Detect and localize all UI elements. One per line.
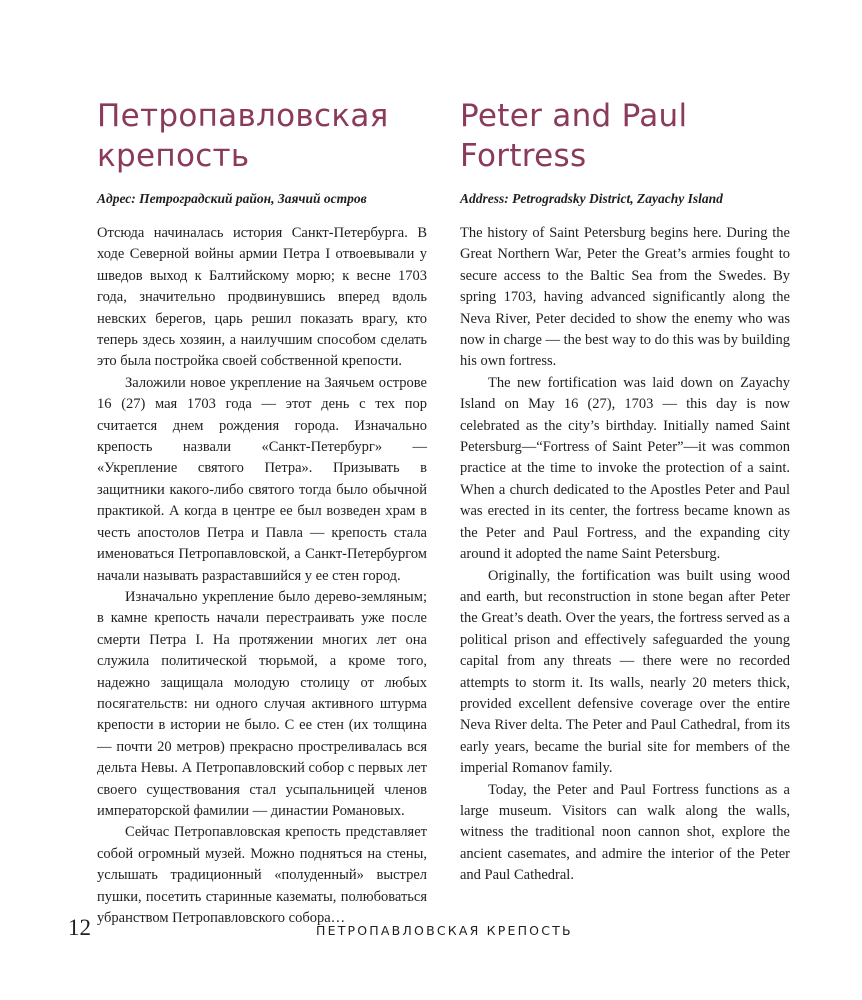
english-paragraph: Originally, the fortification was built using wood and earth, but reconstruction in stone began after Peter the Great’s death. Over the years, the fortress served as a political prison and effectively safeguarded the young capital from any threats — there were no recorded attempts to storm it. Its walls, nearly 20 meters thick, provided excellent defensive coverage over the entire Neva River delta. The Peter and Paul Cathedral, from its early years, became the burial site for members of the imperial Romanov family. xyxy=(460,567,790,777)
page-number: 12 xyxy=(68,915,91,940)
russian-title xyxy=(97,96,427,180)
english-title xyxy=(460,96,790,180)
english-column xyxy=(460,96,790,887)
english-body xyxy=(460,223,790,887)
russian-paragraph: Изначально укрепление было дерево-земляным; в камне крепость начали перестраивать уже после смерти Петра I. На протяжении многих лет она служила политической тюрьмой, а кроме того, надежно защищала молодую столицу от любых посягательств: ни одного случая активного штурма крепости в истории не было. С ее стен (их толщина — почти 20 метров) прекрасно простреливалась вся дельта Невы. А Петропавловский собор с первых лет своего существования стал усыпальницей членов императорской фамилии — династии Романовых. xyxy=(97,588,427,819)
english-paragraph: The new fortification was laid down on Zayachy Island on May 16 (27), 1703 — this day is now celebrated as the city’s birthday. Initially named Saint Petersburg—“Fortress of Saint Peter”—it was common practice at the time to invoke the protection of a saint. When a church dedicated to the Apostles Peter and Paul was erected in its center, the fortress became known as the Peter and Paul Fortress, and the expanding city around it adopted the name Saint Petersburg. xyxy=(460,374,790,563)
running-title: ПЕТРОПАВЛОВСКАЯ КРЕПОСТЬ xyxy=(316,923,573,938)
russian-title-line2: крепость xyxy=(97,138,250,174)
english-paragraph: The history of Saint Petersburg begins here. During the Great Northern War, Peter the Great’s armies fought to secure access to the Baltic Sea from the Swedes. By spring 1703, having advanced significantly along the Neva River, Peter decided to show the enemy who was now in charge — the best way to do this was by building his own fortress. xyxy=(460,225,790,370)
russian-title-line1: Петропавловская xyxy=(97,98,389,134)
russian-body xyxy=(97,223,427,929)
russian-paragraph: Сейчас Петропавловская крепость представляет собой огромный музей. Можно подняться на стены, услышать традиционный «полуденный» выстрел пушки, посетить старинные казематы, полюбоваться убранством Петропавловского собора… xyxy=(97,824,427,926)
russian-address: Адрес: Петроградский район, Заячий остров xyxy=(97,191,367,206)
english-address: Address: Petrogradsky District, Zayachy Island xyxy=(460,191,723,206)
russian-paragraph: Заложили новое укрепление на Заячьем острове 16 (27) мая 1703 года — этот день с тех пор считается днем рождения города. Изначально крепость назвали «Санкт-Петербург» — «Укрепление святого Петра». Призывать в защитники какого-либо святого тогда было обычной практикой. А когда в центре ее был возведен храм в честь апостолов Петра и Павла — крепость стала именоваться Петропавловской, а Санкт-Петербургом начали называть разраставшийся у ее стен город. xyxy=(97,374,427,584)
english-title-line2: Fortress xyxy=(460,138,587,174)
russian-paragraph: Отсюда начиналась история Санкт-Петербурга. В ходе Северной войны армии Петра I отвоевывали у шведов выход к Балтийскому морю; к весне 1703 года, значительно продвинувшись вперед вдоль невских берегов, царь решил показать врагу, кто теперь здесь хозяин, а наилучшим способом сделать это была постройка своей собственной крепости. xyxy=(97,225,427,370)
english-paragraph: Today, the Peter and Paul Fortress functions as a large museum. Visitors can walk along the walls, witness the traditional noon cannon shot, explore the ancient casemates, and admire the interior of the Peter and Paul Cathedral. xyxy=(460,781,790,884)
english-title-line1: Peter and Paul xyxy=(460,98,688,134)
russian-column xyxy=(97,96,427,929)
